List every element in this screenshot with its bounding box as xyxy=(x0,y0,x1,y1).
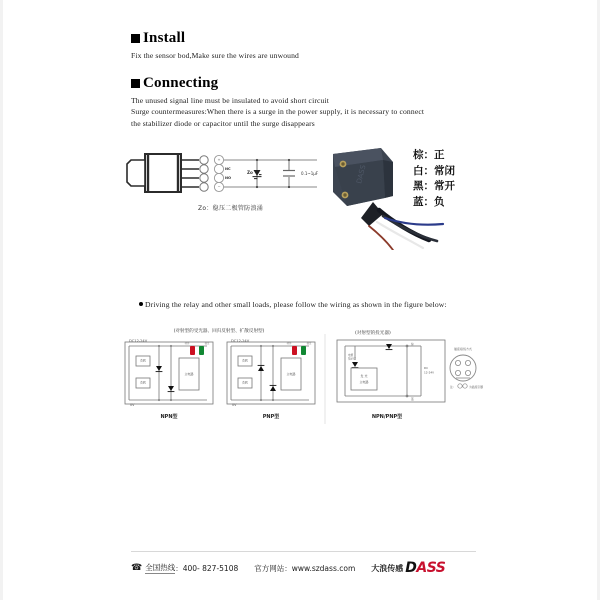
npn-load-2: 负载 xyxy=(140,380,146,385)
connector-title: 插座接线方式 xyxy=(453,347,473,351)
npn-supply-label: DC12-24V xyxy=(129,339,148,343)
pnp-load-1: 负载 xyxy=(242,358,248,363)
wire-color-legend xyxy=(413,148,455,210)
terminal-label-no: NO xyxy=(225,176,232,180)
pnp-load-2: 负载 xyxy=(242,380,248,385)
pnp-supply-label: DC12-24V xyxy=(231,339,250,343)
phone-icon: ☎ xyxy=(131,563,143,573)
pnp-ground-label: 0V xyxy=(232,403,237,407)
hotline-value: 400- 827-5108 xyxy=(182,563,239,573)
right-indicator-label-2: 指示灯 xyxy=(348,357,356,361)
capacitor-label: 0.1~1µF xyxy=(301,171,319,176)
right-supply-label: DC xyxy=(424,366,429,370)
npn-led-label-1: 动作 xyxy=(184,342,190,345)
npn-led-label-2: 稳定 xyxy=(204,342,210,345)
pnp-type-label: PNP型 xyxy=(262,414,280,420)
left-panel-title: (对射型的受光器、回归反射型、扩散反射型) xyxy=(173,329,265,334)
connector-note-prefix: 注： xyxy=(450,385,456,389)
right-main-circuit-b: 主电路 xyxy=(359,380,369,384)
legend-item-blue: 蓝：负 xyxy=(413,195,445,208)
right-supply-label-2: 12-24V xyxy=(424,370,435,375)
hotline-label: 全国热线 xyxy=(145,563,176,572)
pnp-main-circuit: 主电路 xyxy=(286,372,296,376)
heading-connecting-label: Connecting xyxy=(143,74,219,91)
right-panel-title: (对射型的投光器) xyxy=(355,331,391,336)
text-content xyxy=(131,30,481,129)
website-separator: ： xyxy=(284,563,292,573)
connecting-line-1: The unused signal line must be insulated to avoid short circuit xyxy=(131,95,329,105)
circuit-diagrams-svg xyxy=(115,320,491,435)
hotline-separator: ： xyxy=(175,563,183,573)
pnp-led-label-1: 动作 xyxy=(286,342,292,345)
sensor-body-label: DASS xyxy=(355,164,368,185)
website-value[interactable]: www.szdass.com xyxy=(291,563,356,573)
terminal-label-plus: + xyxy=(217,158,221,162)
connector-note-suffix: 为插座引脚 xyxy=(469,385,483,389)
left-circuit-panel xyxy=(125,327,315,420)
right-main-circuit-a: 发 光 xyxy=(360,374,368,378)
npn-load-1: 负载 xyxy=(140,358,146,363)
website-label: 官方网站 xyxy=(254,563,285,573)
brand-logo-ass: ASS xyxy=(416,560,446,576)
connecting-line-3: the stabilizer diode or capacitor until the surge disappears xyxy=(131,118,315,128)
right-terminal-plus: 棕 xyxy=(411,342,414,346)
install-line-1: Fix the sensor bod,Make sure the wires are unwound xyxy=(131,51,299,60)
square-bullet-icon xyxy=(131,34,140,43)
right-terminal-minus: 蓝 xyxy=(411,397,414,401)
right-circuit-panel xyxy=(337,329,483,420)
right-indicator-label: 电源 xyxy=(348,354,354,357)
heading-install xyxy=(131,30,481,47)
relay-wiring-note xyxy=(139,300,447,309)
heading-connecting xyxy=(131,75,481,92)
legend-item-brown: 棕：正 xyxy=(413,149,445,161)
round-bullet-icon xyxy=(139,302,143,306)
brand-logo-d: D xyxy=(405,560,417,576)
heading-install-label: Install xyxy=(143,30,186,46)
right-type-label: NPN/PNP型 xyxy=(371,414,403,420)
footer-divider xyxy=(131,551,476,552)
figure1-caption: Zo：稳压二极管防浪涌 xyxy=(198,205,264,212)
legend-item-white: 白：常闭 xyxy=(413,164,455,177)
zener-label: Zo xyxy=(247,170,253,175)
npn-type-label: NPN型 xyxy=(160,414,178,420)
circuit-diagrams-figure xyxy=(115,320,491,435)
relay-wiring-note-text: Driving the relay and other small loads, please follow the wiring as shown in the figure below: xyxy=(145,300,447,309)
legend-item-black: 黑：常开 xyxy=(413,180,455,192)
terminal-label-nc: NC xyxy=(225,167,231,171)
brand-name-cn: 大浪传感 xyxy=(371,563,404,573)
npn-main-circuit: 主电路 xyxy=(184,372,194,376)
brand-logo-dass xyxy=(405,560,445,576)
npn-ground-label: 0V xyxy=(130,403,135,407)
pnp-led-label-2: 稳定 xyxy=(306,342,312,345)
square-bullet-icon xyxy=(131,79,140,88)
page-footer xyxy=(131,560,481,576)
connecting-line-2: Surge countermeasures:When there is a surge in the power supply, it is necessary to connect xyxy=(131,107,425,116)
terminal-label-minus: − xyxy=(217,185,221,189)
